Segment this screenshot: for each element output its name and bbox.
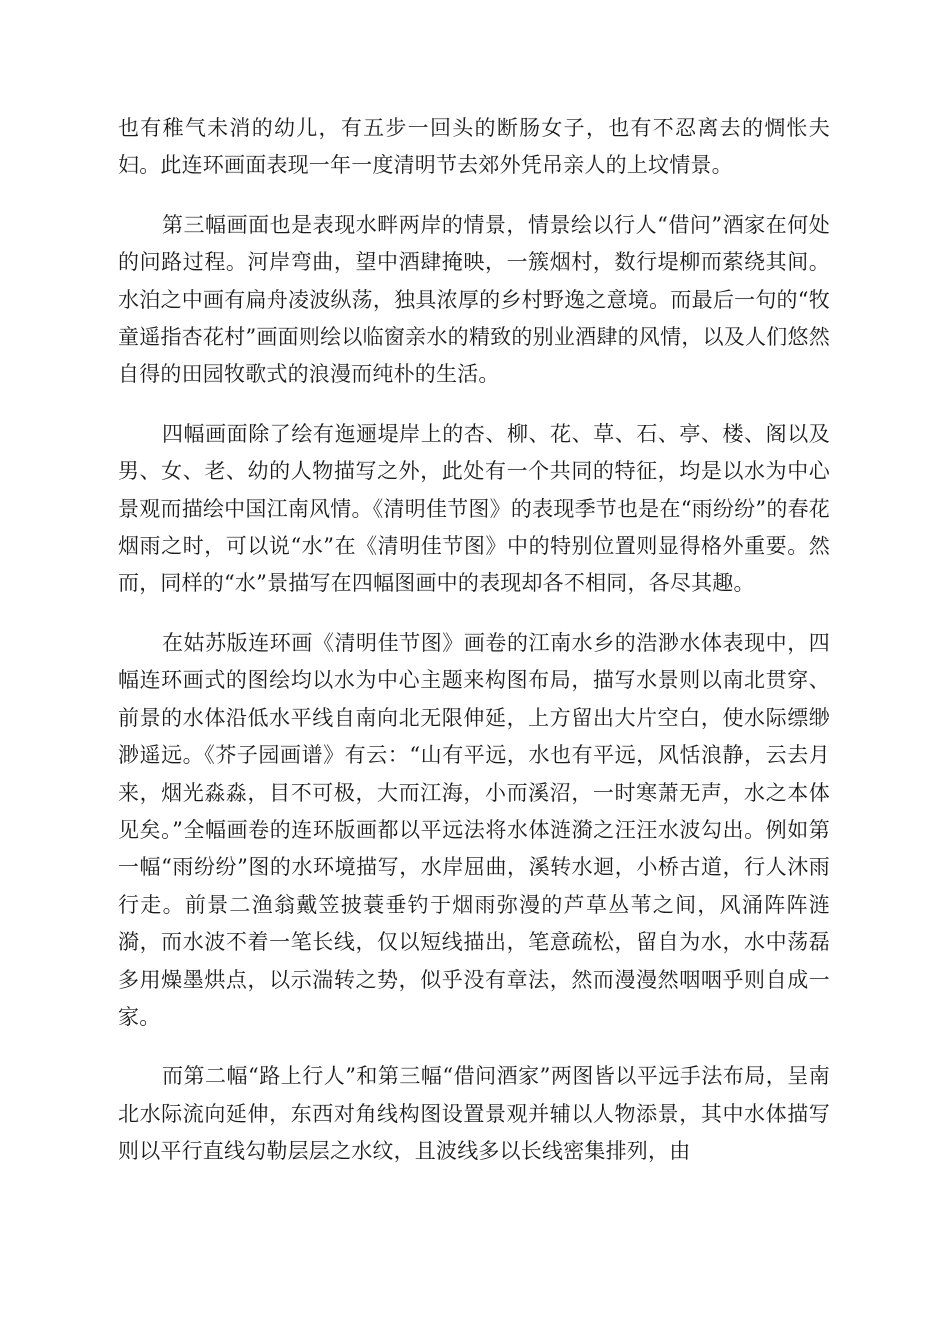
paragraph-third-panel: 第三幅画面也是表现水畔两岸的情景，情景绘以行人“借问”酒家在何处的问路过程。河岸弯曲，望中酒肆掩映，一簇烟村，数行堤柳而萦绕其间。水泊之中画有扁舟凌波纵荡，独具浓厚的乡村野逸之意境。而最后一句的“牧童遥指杏花村”画面则绘以临窗亲水的精致的别业酒肆的风情，以及人们悠然自得的田园牧歌式的浪漫而纯朴的生活。	[118, 212, 830, 387]
paragraph-second-third: 而第二幅“路上行人”和第三幅“借问酒家”两图皆以平远手法布局，呈南北水际流向延伸，东西对角线构图设置景观并辅以人物添景，其中水体描写则以平行直线勾勒层层之水纹，且波线多以长线密集排列，由	[118, 1064, 830, 1164]
paragraph-water-depiction: 在姑苏版连环画《清明佳节图》画卷的江南水乡的浩渺水体表现中，四幅连环画式的图绘均以水为中心主题来构图布局，描写水景则以南北贯穿、前景的水体沿低水平线自南向北无限伸延，上方留出大片空白，使水际缥缈渺遥远。《芥子园画谱》有云：“山有平远，水也有平远，风恬浪静，云去月来，烟光淼淼，目不可极，大而江海，小而溪沼，一时寒萧无声，水之本体见矣。”全幅画卷的连环版画都以平远法将水体涟漪之汪汪水波勾出。例如第一幅“雨纷纷”图的水环境描写，水岸屈曲，溪转水迴，小桥古道，行人沐雨行走。前景二渔翁戴笠披蓑垂钓于烟雨弥漫的芦草丛苇之间，风涌阵阵涟漪，而水波不着一笔长线，仅以短线描出，笔意疏松，留自为水，水中荡磊多用燥墨烘点，以示湍转之势，似乎没有章法，然而漫漫然咽咽乎则自成一家。	[118, 630, 830, 1029]
paragraph-continuation: 也有稚气未消的幼儿，有五步一回头的断肠女子，也有不忍离去的惆怅夫妇。此连环画面表现一年一度清明节去郊外凭吊亲人的上坟情景。	[118, 116, 830, 178]
document-page	[118, 110, 830, 1193]
paragraph-four-panels: 四幅画面除了绘有迤逦堤岸上的杏、柳、花、草、石、亭、楼、阁以及男、女、老、幼的人物描写之外，此处有一个共同的特征，均是以水为中心景观而描绘中国江南风情。《清明佳节图》的表现季节也是在“雨纷纷”的春花烟雨之时，可以说“水”在《清明佳节图》中的特别位置则显得格外重要。然而，同样的“水”景描写在四幅图画中的表现却各不相同，各尽其趣。	[118, 421, 830, 596]
